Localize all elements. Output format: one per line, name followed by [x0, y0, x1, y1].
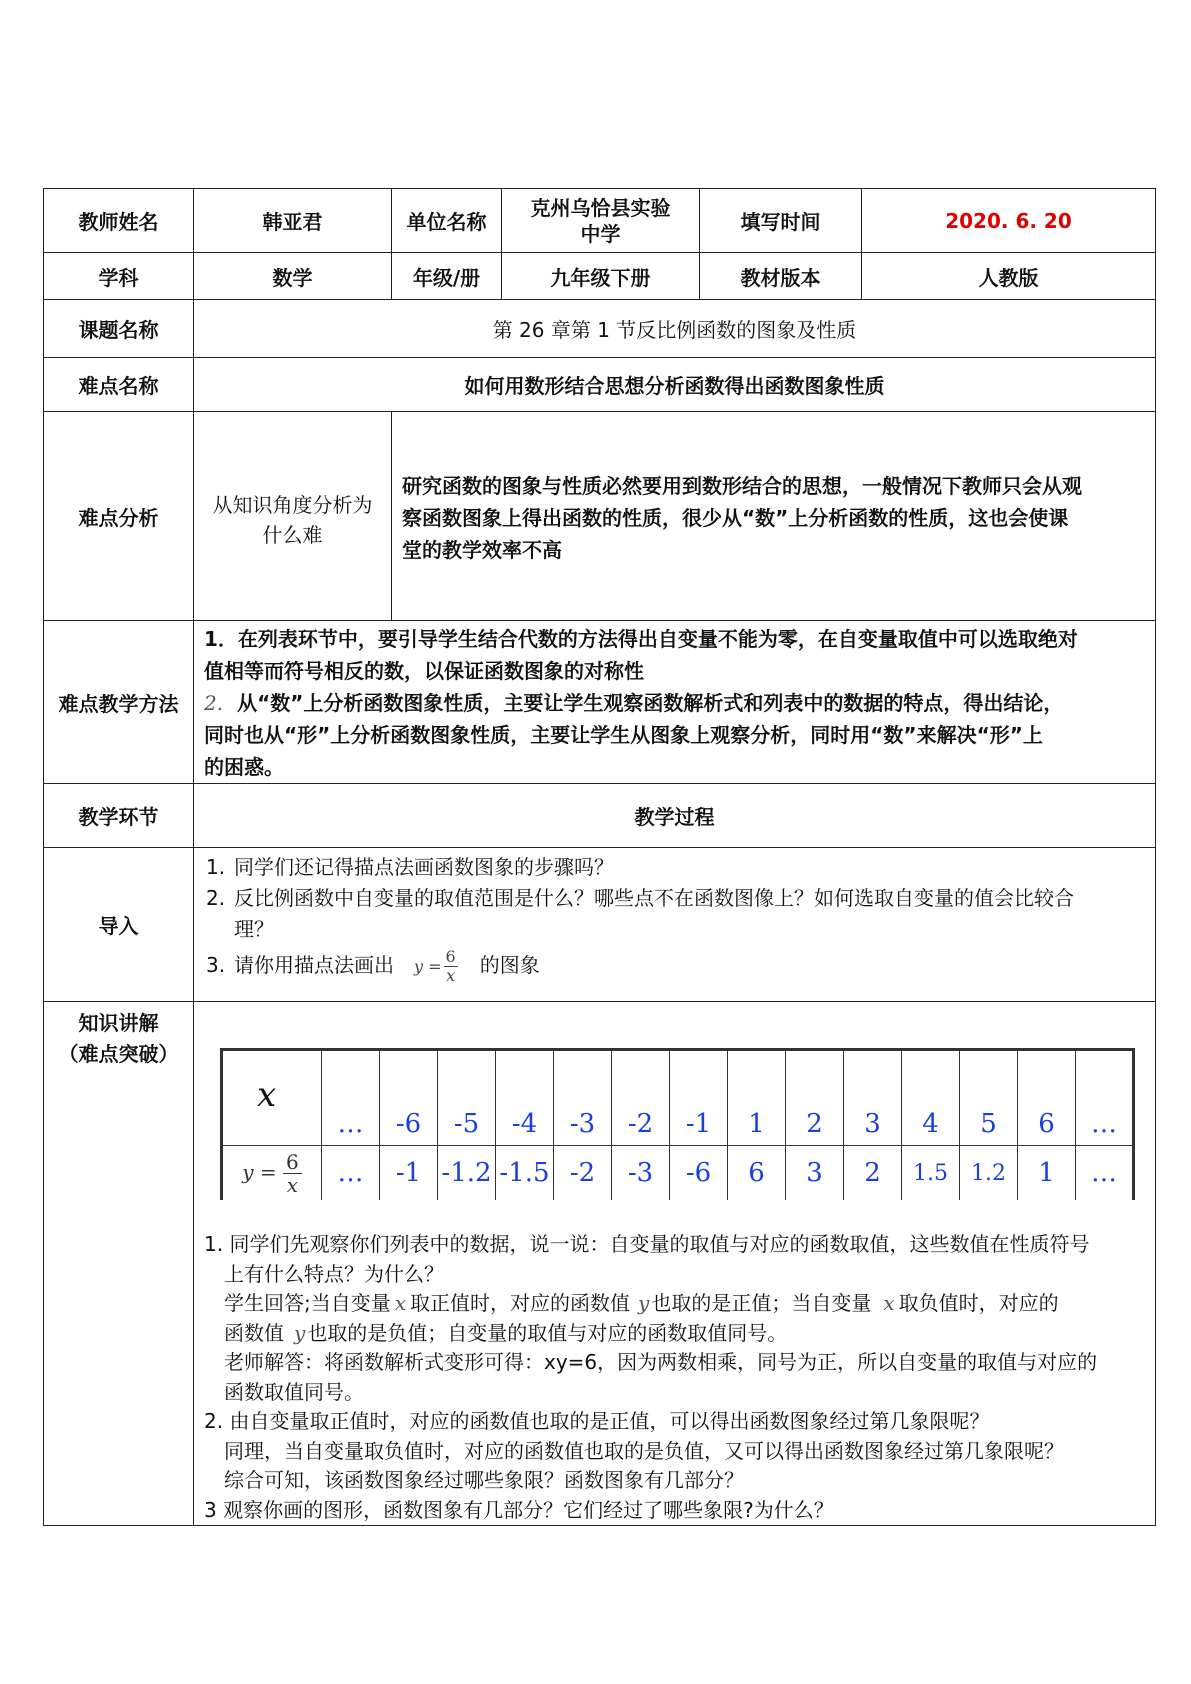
method-content: [194, 621, 1156, 784]
analysis-row: [44, 412, 1156, 621]
unit-name-label: 单位名称: [392, 189, 502, 253]
analysis-sub-label-line-2: 什么难: [262, 523, 323, 547]
header-row-2: [44, 253, 1156, 300]
y-formula-lhs: y =: [242, 1159, 277, 1184]
x-value-cell: -6: [380, 1050, 438, 1146]
intro-question-text: 请你用描点法画出: [234, 953, 394, 977]
method-item-2-number: 2.: [204, 691, 224, 715]
process-label: 教学环节: [44, 784, 194, 848]
intro-question-continued: [194, 914, 1155, 945]
x-value-cell: 2: [786, 1050, 844, 1146]
intro-formula-denominator: x: [446, 966, 456, 985]
analysis-line: 察函数图象上得出函数的性质，很少从“数”上分析函数的性质，这也会使课: [402, 506, 1069, 530]
method-line-item-2: [204, 687, 1155, 719]
difficulty-value: 如何用数形结合思想分析函数得出函数图象性质: [194, 358, 1156, 412]
intro-question-number: 3.: [206, 953, 226, 977]
intro-formula-lhs: y =: [414, 956, 442, 976]
value-table-wrapper: [220, 1048, 1132, 1200]
knowledge-label: [44, 1002, 194, 1526]
x-value-cell: …: [322, 1050, 380, 1146]
x-value-cell: -4: [496, 1050, 554, 1146]
value-table-x-row: [222, 1050, 1134, 1146]
qa-line: 3 观察你画的图形，函数图象有几部分？它们经过了哪些象限?为什么？: [204, 1497, 834, 1522]
knowledge-label-line-2: （难点突破）: [58, 1042, 179, 1066]
x-value-cell: -3: [554, 1050, 612, 1146]
intro-question: [194, 852, 1155, 883]
process-title: 教学过程: [194, 784, 1156, 848]
value-table-y-header: [222, 1146, 322, 1201]
x-value-cell: …: [1076, 1050, 1134, 1146]
y-formula-numerator: 6: [283, 1151, 302, 1174]
analysis-sub-label-line-1: 从知识角度分析为: [212, 493, 373, 517]
x-value-cell: 1: [728, 1050, 786, 1146]
method-line: 从“数”上分析函数图象性质，主要让学生观察函数解析式和列表中的数据的特点，得出结论，: [237, 691, 1064, 715]
difficulty-row: [44, 358, 1156, 412]
intro-question: [194, 883, 1155, 914]
x-value-cell: 4: [902, 1050, 960, 1146]
qa-text: 函数值: [224, 1320, 284, 1345]
value-table-y-row: [222, 1146, 1134, 1201]
method-line: 1．在列表环节中，要引导学生结合代数的方法得出自变量不能为零，在自变量取值中可以选取绝对: [204, 627, 1078, 651]
y-formula-denominator: x: [286, 1172, 299, 1197]
value-table-x-header: [222, 1050, 322, 1146]
lesson-plan-document: [43, 188, 1155, 1526]
topic-label: 课题名称: [44, 300, 194, 358]
grade-value: 九年级下册: [502, 253, 700, 300]
x-value-cell: 3: [844, 1050, 902, 1146]
intro-question-text: 同学们还记得描点法画函数图象的步骤吗？: [234, 855, 614, 879]
teacher-name-label: 教师姓名: [44, 189, 194, 253]
x-value-cell: 5: [960, 1050, 1018, 1146]
analysis-line: 研究函数的图象与性质必然要用到数形结合的思想，一般情况下教师只会从观: [402, 474, 1082, 498]
y-value-cell: 1.2: [960, 1146, 1018, 1201]
analysis-content: [392, 412, 1156, 621]
grade-label: 年级/册: [392, 253, 502, 300]
intro-question-number: 2.: [206, 886, 226, 910]
qa-text: 取负值时，对应的: [898, 1291, 1059, 1315]
intro-question-list: [194, 852, 1155, 987]
knowledge-row: [44, 1002, 1156, 1526]
qa-text: 也取的是负值；自变量的取值与对应的函数取值同号。: [307, 1320, 788, 1345]
x-value-cell: -5: [438, 1050, 496, 1146]
variable-y: y: [638, 1291, 650, 1315]
edition-label: 教材版本: [700, 253, 862, 300]
method-row: [44, 621, 1156, 784]
subject-value: 数学: [194, 253, 392, 300]
y-value-cell: -1.5: [496, 1146, 554, 1201]
x-label: x: [257, 1075, 277, 1115]
y-value-cell: -2: [554, 1146, 612, 1201]
x-value-cell: -1: [670, 1050, 728, 1146]
variable-x: x: [394, 1291, 407, 1315]
y-value-cell: …: [1076, 1146, 1134, 1201]
header-row-1: [44, 189, 1156, 253]
x-value-cell: 6: [1018, 1050, 1076, 1146]
x-value-cell: -2: [612, 1050, 670, 1146]
intro-content: [194, 848, 1156, 1002]
qa-text: 取正值时，对应的函数值: [410, 1291, 631, 1315]
qa-line: 老师解答：将函数解析式变形可得：xy=6，因为两数相乘，同号为正，所以自变量的取值与对应的: [224, 1350, 1098, 1374]
intro-question-text: 理？: [234, 917, 274, 941]
teacher-name-value: 韩亚君: [194, 189, 392, 253]
fill-date-label: 填写时间: [700, 189, 862, 253]
y-formula: [242, 1149, 302, 1197]
qa-line: 同理，当自变量取负值时，对应的函数值也取的是负值，又可以得出函数图象经过第几象限呢？: [224, 1438, 1064, 1463]
y-value-cell: …: [322, 1146, 380, 1201]
knowledge-label-line-1: 知识讲解: [78, 1011, 159, 1035]
qa-line: 1. 同学们先观察你们列表中的数据，说一说：自变量的取值与对应的函数取值，这些数值在性质符号: [204, 1232, 1090, 1256]
method-label: 难点教学方法: [44, 621, 194, 784]
method-line: 值相等而符号相反的数，以保证函数图象的对称性: [204, 659, 644, 683]
difficulty-label: 难点名称: [44, 358, 194, 412]
qa-text: 也取的是正值；当自变量: [651, 1291, 872, 1315]
qa-text: 学生回答;当自变量: [224, 1291, 391, 1315]
y-value-cell: -3: [612, 1146, 670, 1201]
knowledge-content: [194, 1002, 1156, 1526]
value-table: [220, 1048, 1135, 1200]
intro-question-number: 1.: [206, 855, 226, 879]
qa-line: 综合可知，该函数图象经过哪些象限？函数图象有几部分？: [224, 1468, 744, 1492]
qa-line: 上有什么特点？为什么？: [224, 1261, 444, 1286]
intro-question-text-after: 的图象: [479, 953, 540, 977]
process-header-row: [44, 784, 1156, 848]
qa-line: 2. 由自变量取正值时，对应的函数值也取的是正值，可以得出函数图象经过第几象限呢？: [204, 1409, 990, 1433]
qa-section: [204, 1230, 1155, 1525]
y-value-cell: -1.2: [438, 1146, 496, 1201]
y-value-cell: 2: [844, 1146, 902, 1201]
unit-name-value: 克州乌恰县实验中学: [502, 189, 700, 253]
subject-label: 学科: [44, 253, 194, 300]
lesson-plan-table: [43, 188, 1156, 1526]
intro-question: [194, 945, 1155, 987]
topic-row: [44, 300, 1156, 358]
topic-value: 第 26 章第 1 节反比例函数的图象及性质: [194, 300, 1156, 358]
qa-line: 函数取值同号。: [224, 1379, 364, 1404]
method-line: 的困惑。: [204, 755, 284, 779]
variable-y: y: [294, 1320, 306, 1345]
y-value-cell: 1.5: [902, 1146, 960, 1201]
method-line: 同时也从“形”上分析函数图象性质，主要让学生从图象上观察分析，同时用“数”来解决“形”上: [204, 723, 1043, 747]
qa-line: [204, 1319, 1155, 1349]
intro-formula-numerator: 6: [445, 947, 456, 966]
analysis-label: 难点分析: [44, 412, 194, 621]
variable-x: x: [883, 1291, 895, 1315]
fill-date-value: 2020. 6. 20: [862, 189, 1156, 253]
y-value-cell: -1: [380, 1146, 438, 1201]
y-value-cell: 6: [728, 1146, 786, 1201]
intro-formula-fraction: [444, 948, 458, 985]
intro-label: 导入: [44, 848, 194, 1002]
edition-value: 人教版: [862, 253, 1156, 300]
y-value-cell: -6: [670, 1146, 728, 1201]
y-value-cell: 3: [786, 1146, 844, 1201]
analysis-line: 堂的教学效率不高: [402, 538, 562, 562]
intro-row: [44, 848, 1156, 1002]
analysis-sub-label: [194, 412, 392, 621]
qa-line-student-answer: [204, 1289, 1155, 1319]
y-formula-fraction: [283, 1151, 302, 1196]
intro-question-text: 反比例函数中自变量的取值范围是什么？哪些点不在函数图像上？如何选取自变量的值会比较合: [234, 886, 1074, 910]
y-value-cell: 1: [1018, 1146, 1076, 1201]
